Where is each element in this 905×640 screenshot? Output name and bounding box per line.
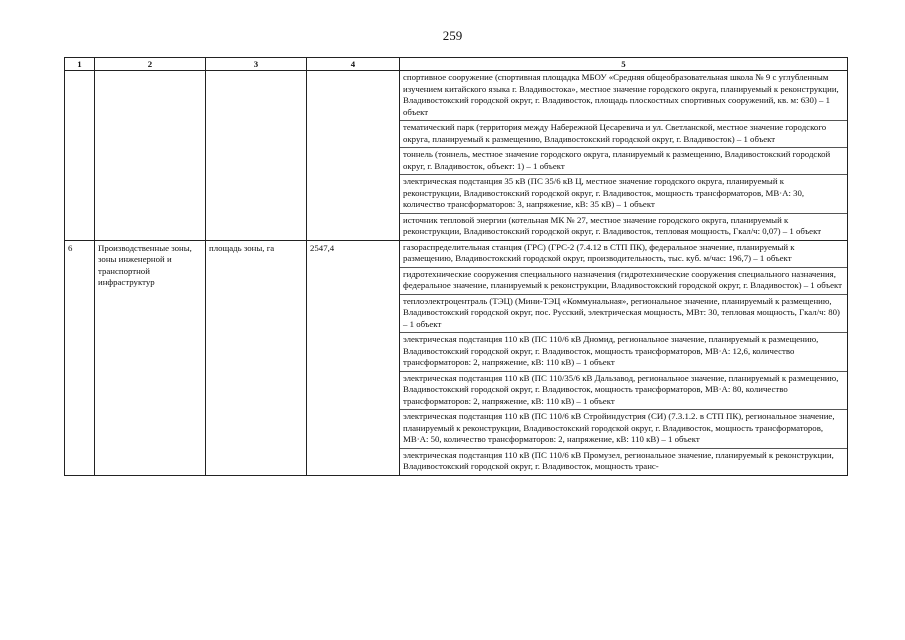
object-entry: электрическая подстанция 110 кВ (ПС 110/35/6 кВ Дальзавод, региональное значение, планируемый к размещению, Владивостокский городской округ, г. Владивосток, мощность трансформаторов, МВ·А: 80, количество трансформаторов: 2, напряжение, кВ: 110 кВ) – 1 объект [400,372,847,411]
header-row [65,58,848,71]
header-col-2: 2 [95,58,206,71]
cell-objects [400,240,848,475]
object-entry: источник тепловой энергии (котельная МК № 27, местное значение городского округа, планируемый к реконструкции, Владивостокский городской округ, г. Владивосток, тепловая мощность, Гкал/ч: 0,07) – 1 объект [403,214,822,236]
table-row-6 [65,240,848,475]
cell-objects [400,71,848,241]
object-entry: спортивное сооружение (спортивная площадка МБОУ «Средняя общеобразовательная школа № 9 с углубленным изучением китайского языка г. Владивостока», местное значение городского округа, планируемый к реконструкции, Владивостокский городской округ, г. Владивосток, площадь плоскостных спортивных сооружений, кв. м: 630) – 1 объект [400,71,847,121]
object-entry: гидротехнические сооружения специального назначения (гидротехнические сооружения специального назначения, федеральное значение, планируемый к реконструкции, Владивостокский городской округ, г. Владивосток) – 1 объект [400,268,847,295]
object-entry: электрическая подстанция 35 кВ (ПС 35/6 кВ Ц, местное значение городского округа, планируемый к реконструкции, Владивостокский городской округ, г. Владивосток, мощность трансформаторов, МВ·А: 30, количество трансформаторов: 3, напряжение, кВ: 35 кВ) – 1 объект [400,175,847,214]
cell-num-empty [65,71,95,241]
cell-param-empty [206,71,307,241]
zone-name: Производственные зоны, зоны инженерной и транспортной инфраструктур [95,240,206,475]
header-col-3: 3 [206,58,307,71]
zone-value: 2547,4 [307,240,400,475]
register-table [64,57,848,476]
header-col-5: 5 [400,58,848,71]
object-entry: тоннель (тоннель, местное значение городского округа, планируемый к размещению, Владивостокский городской округ, г. Владивосток, объект: 1) – 1 объект [400,148,847,175]
cell-zone-empty [95,71,206,241]
table-row-continued [65,71,848,241]
object-entry: электрическая подстанция 110 кВ (ПС 110/6 кВ Промузел, региональное значение, планируемый к реконструкции, Владивостокский городской округ, г. Владивосток, мощность транс- [403,449,834,471]
header-col-1: 1 [65,58,95,71]
header-col-4: 4 [307,58,400,71]
object-entry: теплоэлектроцентраль (ТЭЦ) (Мини-ТЭЦ «Коммунальная», региональное значение, планируемый к размещению, Владивостокский городской округ, пос. Русский, электрическая мощность, МВт: 30, тепловая мощность, Гкал/ч: 80) – 1 объект [400,295,847,334]
object-entry: электрическая подстанция 110 кВ (ПС 110/6 кВ Стройиндустрия (СИ) (7.3.1.2. в СТП ПК), региональное значение, планируемый к реконструкции, Владивостокский городской округ, г. Владивосток, мощность трансформаторов, МВ·А: 50, количество трансформаторов: 2, напряжение, кВ: 110 кВ) – 1 объект [400,410,847,449]
page-number: 259 [442,28,463,43]
object-entry: тематический парк (территория между Набережной Цесаревича и ул. Светланской, местное значение городского округа, планируемый к размещению, Владивостокский городской округ, г. Владивосток) – 1 объект [400,121,847,148]
zone-parameter: площадь зоны, га [206,240,307,475]
object-entry: электрическая подстанция 110 кВ (ПС 110/6 кВ Дномид, региональное значение, планируемый к размещению, Владивостокский городской округ, г. Владивосток, мощность трансформаторов, МВ·А: 12,6, количество трансформаторов: 2, напряжение, кВ: 110 кВ) – 1 объект [400,333,847,372]
object-entry: газораспределительная станция (ГРС) (ГРС-2 (7.4.12 в СТП ПК), федеральное значение, планируемый к размещению, Владивостокский городской округ, производительность, тыс. куб. м/час: 196,7) – 1 объект [400,241,847,268]
row-number: 6 [65,240,95,475]
cell-value-empty [307,71,400,241]
